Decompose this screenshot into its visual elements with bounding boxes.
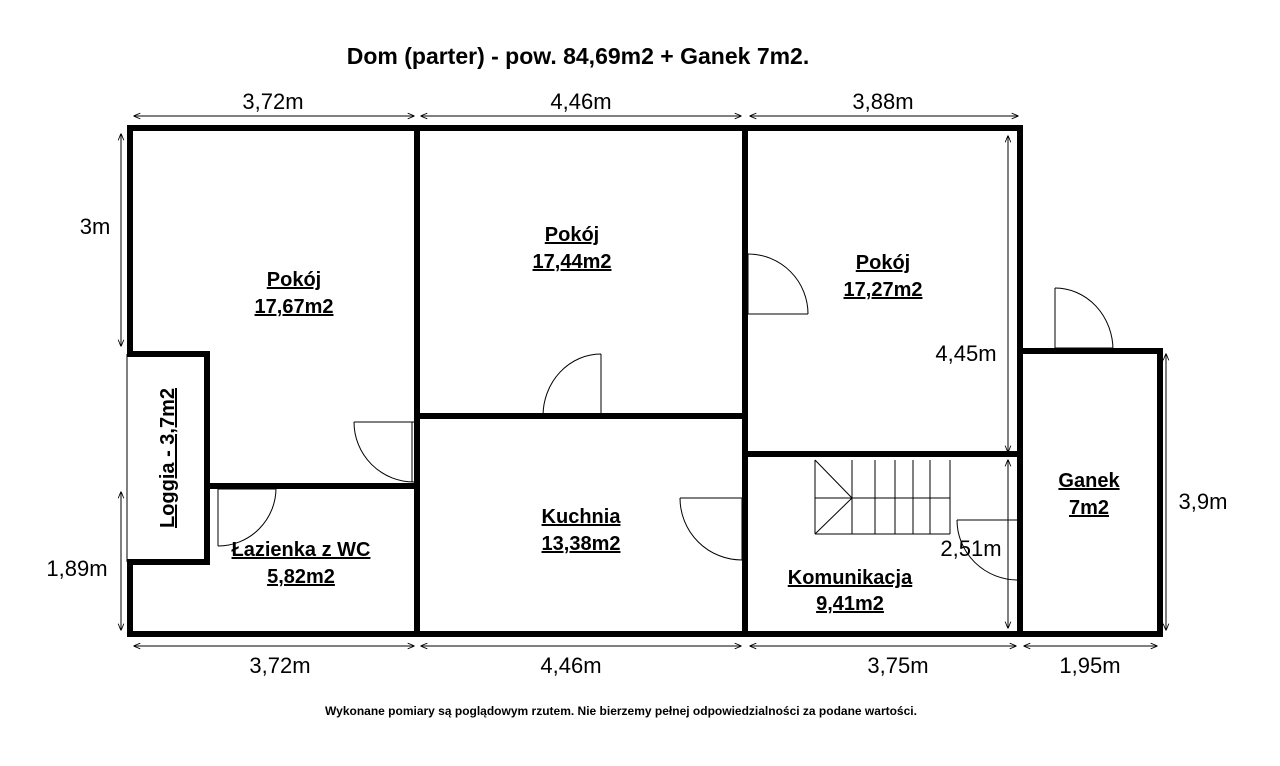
dim-top-mid: 4,46m [550,89,612,114]
room-area-pokoj-left: 17,67m2 [254,296,334,318]
room-name-pokoj-mid: Pokój [544,224,600,246]
room-name-komunikacja: Komunikacja [787,567,913,589]
bottom-dimensions [134,646,1157,678]
door-lazienka [218,488,276,546]
dim-left-upper: 3m [79,214,111,239]
dim-komunikacja-height: 2,51m [940,536,1002,561]
room-name-lazienka: Łazienka z WC [231,539,371,561]
dim-right-room: 4,45m [935,341,997,366]
room-area-ganek: 7m2 [1068,497,1110,519]
room-area-lazienka: 5,82m2 [267,566,335,588]
dim-bottom-mid: 4,46m [540,653,602,678]
room-area-kuchnia: 13,38m2 [541,533,621,555]
room-area-pokoj-mid: 17,44m2 [532,251,612,273]
room-name-ganek: Ganek [1058,470,1120,492]
room-name-kuchnia: Kuchnia [541,506,621,528]
plan-title: Dom (parter) - pow. 84,69m2 + Ganek 7m2. [346,43,810,69]
door-kuchnia [680,498,743,560]
room-label-loggia: Loggia - 3,7m2 [157,387,179,529]
door-pokoj-right [748,254,808,314]
door-pokoj-mid [543,354,601,416]
door-pokoj-left [354,422,414,482]
left-dimensions [46,134,121,630]
dim-left-lower: 1,89m [46,556,108,581]
dim-bottom-left: 3,72m [249,653,311,678]
stairs [815,460,950,534]
dim-bottom-ganek: 1,95m [1059,653,1121,678]
top-dimensions [134,89,1018,116]
footer-disclaimer: Wykonane pomiary są poglądowym rzutem. Nie bierzemy pełnej odpowiedzialności za podane wartości. [325,704,917,718]
door-ganek [1055,288,1113,350]
room-area-komunikacja: 9,41m2 [816,593,884,615]
dim-bottom-right: 3,75m [867,653,929,678]
room-name-pokoj-left: Pokój [266,269,322,291]
right-dimensions [935,136,1227,630]
dim-top-right: 3,88m [852,89,914,114]
dim-top-left: 3,72m [242,89,304,114]
dim-right-ganek: 3,9m [1178,489,1228,514]
room-name-pokoj-right: Pokój [855,252,911,274]
room-area-pokoj-right: 17,27m2 [843,279,923,301]
